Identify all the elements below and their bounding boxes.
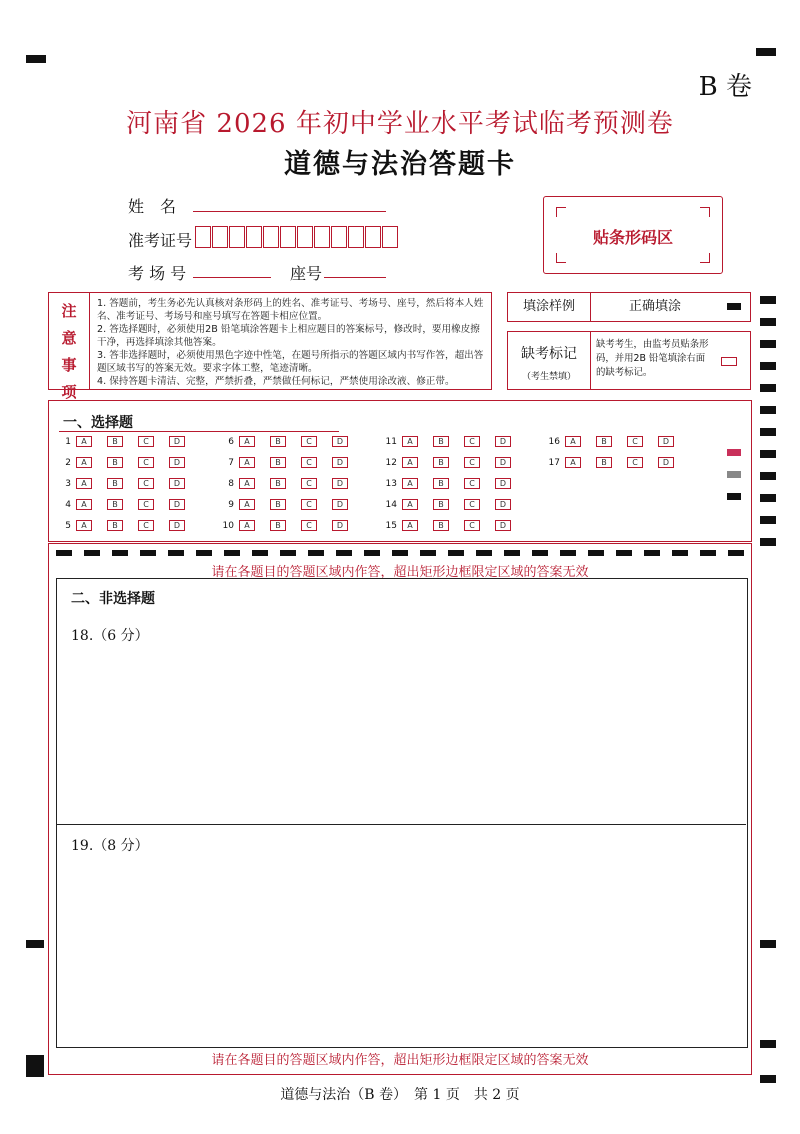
option-bubble-d[interactable]: D xyxy=(658,457,674,468)
option-bubble-a[interactable]: A xyxy=(76,436,92,447)
option-bubble-d[interactable]: D xyxy=(332,499,348,510)
id-digit-box[interactable] xyxy=(195,226,211,248)
choice-question-3 xyxy=(51,478,200,489)
option-bubble-a[interactable]: A xyxy=(76,499,92,510)
choice-question-2 xyxy=(51,457,200,468)
option-bubble-a[interactable]: A xyxy=(565,457,581,468)
option-bubble-d[interactable]: D xyxy=(495,499,511,510)
option-bubble-a[interactable]: A xyxy=(76,457,92,468)
answer-area-warning-bottom: 请在各题目的答题区域内作答，超出矩形边框限定区域的答案无效 xyxy=(211,1053,589,1068)
option-bubble-c[interactable]: C xyxy=(301,499,317,510)
notice-heading: 注 意 事 项 xyxy=(49,293,90,389)
timing-mark xyxy=(760,296,776,304)
question-18-heading: 18.（6 分） xyxy=(71,628,149,644)
option-bubble-c[interactable]: C xyxy=(464,520,480,531)
option-bubble-d[interactable]: D xyxy=(169,499,185,510)
option-bubble-b[interactable]: B xyxy=(107,499,123,510)
registration-mark xyxy=(756,48,776,56)
id-label: 准考证号 xyxy=(128,231,193,250)
option-bubble-b[interactable]: B xyxy=(433,499,449,510)
option-bubble-a[interactable]: A xyxy=(402,478,418,489)
answer-sheet-title: 道德与法治答题卡 xyxy=(284,149,516,180)
question-19-heading: 19.（8 分） xyxy=(71,838,149,854)
question-number: 4 xyxy=(65,499,71,510)
option-bubble-c[interactable]: C xyxy=(464,457,480,468)
id-digit-box[interactable] xyxy=(212,226,228,248)
option-bubble-a[interactable]: A xyxy=(239,520,255,531)
choice-question-8 xyxy=(214,478,363,489)
option-bubble-b[interactable]: B xyxy=(433,457,449,468)
id-digit-box[interactable] xyxy=(229,226,245,248)
timing-mark xyxy=(760,1075,776,1083)
choice-question-12 xyxy=(377,457,526,468)
option-bubble-b[interactable]: B xyxy=(596,436,612,447)
option-bubble-d[interactable]: D xyxy=(332,436,348,447)
option-bubble-b[interactable]: B xyxy=(107,520,123,531)
choice-question-14 xyxy=(377,499,526,510)
choice-section xyxy=(48,400,752,542)
option-bubble-d[interactable]: D xyxy=(332,457,348,468)
id-digit-box[interactable] xyxy=(263,226,279,248)
option-bubble-d[interactable]: D xyxy=(169,436,185,447)
choice-question-4 xyxy=(51,499,200,510)
option-bubble-c[interactable]: C xyxy=(301,520,317,531)
option-bubble-a[interactable]: A xyxy=(76,520,92,531)
notice-box xyxy=(48,292,492,401)
option-bubble-a[interactable]: A xyxy=(239,457,255,468)
question-number: 3 xyxy=(65,478,71,489)
question-number: 1 xyxy=(65,436,71,447)
non-choice-answer-area[interactable] xyxy=(56,578,748,1048)
option-bubble-a[interactable]: A xyxy=(402,457,418,468)
option-bubble-d[interactable]: D xyxy=(332,478,348,489)
registration-mark xyxy=(26,940,44,948)
id-digit-box[interactable] xyxy=(331,226,347,248)
barcode-label: 贴条形码区 xyxy=(592,228,673,247)
option-bubble-c[interactable]: C xyxy=(464,436,480,447)
question-number: 7 xyxy=(228,457,234,468)
option-bubble-d[interactable]: D xyxy=(169,457,185,468)
option-bubble-a[interactable]: A xyxy=(565,436,581,447)
choice-question-1 xyxy=(51,436,200,447)
question-divider xyxy=(56,824,746,825)
choice-question-9 xyxy=(214,499,363,510)
name-label: 姓 名 xyxy=(128,197,177,216)
question-number: 2 xyxy=(65,457,71,468)
option-bubble-c[interactable]: C xyxy=(464,499,480,510)
choice-question-17 xyxy=(540,457,689,468)
timing-mark xyxy=(760,538,776,546)
option-bubble-c[interactable]: C xyxy=(138,478,154,489)
choice-question-13 xyxy=(377,478,526,489)
question-number: 14 xyxy=(385,499,397,510)
option-bubble-c[interactable]: C xyxy=(138,499,154,510)
option-bubble-d[interactable]: D xyxy=(495,478,511,489)
timing-mark xyxy=(727,471,741,478)
question-number: 9 xyxy=(228,499,234,510)
option-bubble-b[interactable]: B xyxy=(270,436,286,447)
option-bubble-a[interactable]: A xyxy=(76,478,92,489)
non-choice-section-title: 二、非选择题 xyxy=(71,591,155,607)
timing-mark xyxy=(760,340,776,348)
id-digit-box[interactable] xyxy=(348,226,364,248)
choice-question-11 xyxy=(377,436,526,447)
choice-question-7 xyxy=(214,457,363,468)
choice-question-15 xyxy=(377,520,526,531)
choice-question-10 xyxy=(214,520,363,531)
option-bubble-b[interactable]: B xyxy=(270,478,286,489)
option-bubble-b[interactable]: B xyxy=(107,457,123,468)
option-bubble-d[interactable]: D xyxy=(495,520,511,531)
option-bubble-b[interactable]: B xyxy=(270,499,286,510)
id-number-boxes[interactable] xyxy=(195,226,399,248)
seat-label: 座号 xyxy=(290,264,323,283)
timing-mark xyxy=(727,449,741,456)
registration-mark xyxy=(26,55,46,63)
option-bubble-c[interactable]: C xyxy=(138,457,154,468)
timing-mark xyxy=(760,362,776,370)
option-bubble-b[interactable]: B xyxy=(270,520,286,531)
timing-mark xyxy=(760,1040,776,1048)
option-bubble-c[interactable]: C xyxy=(627,457,643,468)
id-digit-box[interactable] xyxy=(365,226,381,248)
exam-title: 河南省 2026 年初中学业水平考试临考预测卷 xyxy=(126,109,674,139)
option-bubble-c[interactable]: C xyxy=(464,478,480,489)
id-digit-box[interactable] xyxy=(280,226,296,248)
option-bubble-b[interactable]: B xyxy=(270,457,286,468)
option-bubble-d[interactable]: D xyxy=(169,478,185,489)
id-digit-box[interactable] xyxy=(297,226,313,248)
option-bubble-b[interactable]: B xyxy=(433,436,449,447)
option-bubble-c[interactable]: C xyxy=(138,520,154,531)
option-bubble-a[interactable]: A xyxy=(239,499,255,510)
notice-items: 1. 答题前，考生务必先认真核对条形码上的姓名、准考证号、考场号、座号，然后将本人姓名、准考证号、考场号和座号填写在答题卡相应位置。 2. 答选择题时，必须使用2B 铅笔填涂答题卡上相应题目的答案标号，修改时，要用橡皮擦干净，再选择填涂其他答案。 3. 答非选择题时，必须使用黑色字迹中性笔，在题号所指示的答题区域内书写作答，超出答题区域书写的答案无效。要求字体工整，笔迹清晰。 4. 保持答题卡清洁、完整，严禁折叠，严禁做任何标记，严禁使用涂改液、修正带。 xyxy=(97,298,484,387)
fill-sample-box: 填涂样例 正确填涂 xyxy=(507,292,751,322)
question-number: 5 xyxy=(65,520,71,531)
option-bubble-b[interactable]: B xyxy=(107,436,123,447)
room-label: 考 场 号 xyxy=(128,264,187,283)
timing-mark xyxy=(760,472,776,480)
option-bubble-d[interactable]: D xyxy=(169,520,185,531)
option-bubble-c[interactable]: C xyxy=(301,478,317,489)
option-bubble-b[interactable]: B xyxy=(107,478,123,489)
timing-mark xyxy=(760,450,776,458)
option-bubble-d[interactable]: D xyxy=(658,436,674,447)
question-number: 15 xyxy=(385,520,397,531)
question-number: 8 xyxy=(228,478,234,489)
question-number: 10 xyxy=(222,520,234,531)
option-bubble-c[interactable]: C xyxy=(138,436,154,447)
paper-version-label: B 卷 xyxy=(698,72,752,102)
question-number: 12 xyxy=(385,457,397,468)
choice-question-5 xyxy=(51,520,200,531)
timing-mark xyxy=(760,428,776,436)
timing-mark xyxy=(760,940,776,948)
option-bubble-b[interactable]: B xyxy=(596,457,612,468)
option-bubble-d[interactable]: D xyxy=(495,457,511,468)
question-number: 16 xyxy=(548,436,560,447)
timing-mark xyxy=(760,494,776,502)
room-field[interactable] xyxy=(193,277,271,278)
question-number: 13 xyxy=(385,478,397,489)
barcode-area xyxy=(543,196,723,274)
timing-mark xyxy=(760,406,776,414)
option-bubble-d[interactable]: D xyxy=(495,436,511,447)
option-bubble-a[interactable]: A xyxy=(402,499,418,510)
id-digit-box[interactable] xyxy=(382,226,398,248)
id-digit-box[interactable] xyxy=(314,226,330,248)
absent-bubble[interactable] xyxy=(721,357,737,366)
option-bubble-a[interactable]: A xyxy=(239,478,255,489)
question-number: 6 xyxy=(228,436,234,447)
option-bubble-c[interactable]: C xyxy=(301,436,317,447)
id-digit-box[interactable] xyxy=(246,226,262,248)
name-field[interactable] xyxy=(193,211,386,212)
page-footer: 道德与法治（B 卷） 第 1 页 共 2 页 xyxy=(280,1087,520,1103)
choice-question-6 xyxy=(214,436,363,447)
option-bubble-b[interactable]: B xyxy=(433,478,449,489)
question-number: 11 xyxy=(385,436,397,447)
option-bubble-b[interactable]: B xyxy=(433,520,449,531)
timing-mark xyxy=(760,516,776,524)
option-bubble-c[interactable]: C xyxy=(627,436,643,447)
answer-area-warning-top: 请在各题目的答题区域内作答，超出矩形边框限定区域的答案无效 xyxy=(211,565,589,580)
timing-mark xyxy=(760,384,776,392)
question-number: 17 xyxy=(548,457,560,468)
option-bubble-d[interactable]: D xyxy=(332,520,348,531)
option-bubble-a[interactable]: A xyxy=(402,520,418,531)
option-bubble-c[interactable]: C xyxy=(301,457,317,468)
choice-question-16 xyxy=(540,436,689,447)
option-bubble-a[interactable]: A xyxy=(239,436,255,447)
timing-mark xyxy=(727,493,741,500)
absent-mark-box: 缺考标记 （考生禁填） 缺考考生，由监考员贴条形码，并用2B 铅笔填涂右面的缺考标记。 xyxy=(507,331,751,390)
seat-field[interactable] xyxy=(324,277,386,278)
option-bubble-a[interactable]: A xyxy=(402,436,418,447)
choice-section-title: 一、选择题 xyxy=(63,415,133,431)
filled-bubble-sample xyxy=(727,303,741,310)
timing-mark xyxy=(760,318,776,326)
